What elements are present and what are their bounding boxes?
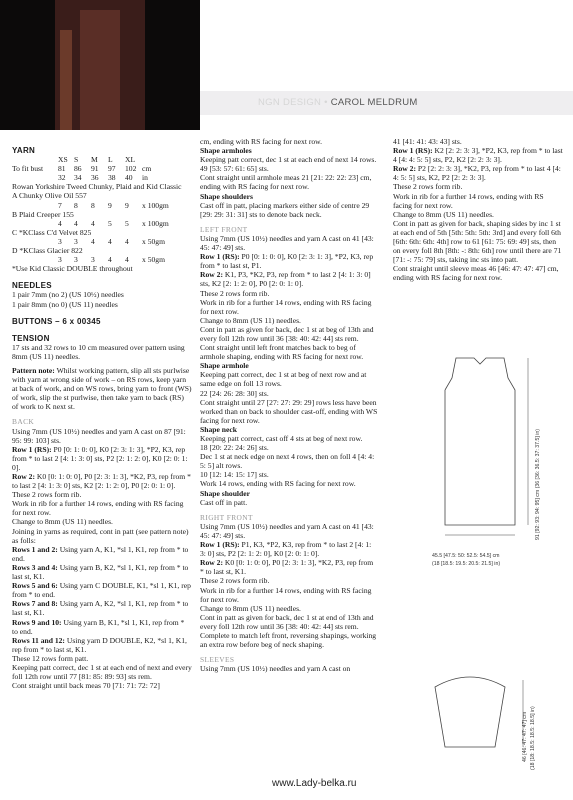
paragraph: Using 7mm (US 10½) needles and yarn A cast on 87 [91: 95: 99: 103] sts.: [12, 426, 186, 445]
table-cell: [12, 255, 58, 264]
instruction-text: Using yarn C DOUBLE, K1, *sl 1, K1, rep from * to end.: [12, 581, 191, 600]
body-height-label: 91 [92: 93: 94: 95] cm (36 [36: 36.5: 37: 37.5] in): [535, 428, 541, 540]
instruction-label: Row 2:: [200, 558, 223, 568]
paragraph: 17 sts and 32 rows to 10 cm measured over pattern using 8mm (US 11) needles.: [12, 342, 185, 361]
sleeve-length-inch-label: (18 [18: 18.5: 18.5: 18.5] in): [530, 706, 536, 770]
pattern-column-2: [200, 137, 378, 673]
pattern-column-3: [393, 137, 563, 283]
instruction-text: P1, K3, *P2, K3, rep from * to last 2 [4: 1: 3: 0] sts, P2 [2: 1: 2: 0], K0 [2: 0: 1: 0].: [200, 540, 372, 559]
yarn-quantity-row: [12, 219, 192, 228]
table-cell: 4: [91, 236, 95, 246]
sleeve-length-label: 46 [46: 47: 47: 47] cm: [522, 711, 528, 762]
paragraph: Work in rib for a further 14 rows, ending with RS facing for next row.: [200, 585, 372, 604]
instruction-line: [12, 545, 192, 563]
paragraph: Using 7mm (US 10½) needles and yarn A cast on: [200, 664, 351, 674]
table-cell: 4: [125, 236, 129, 246]
table-cell: 102: [125, 164, 137, 174]
paragraph: Joining in yarns as required, cont in patt (see pattern note) as folls:: [12, 526, 189, 545]
paragraph: Cont straight until left front matches back to beg of armhole shaping, ending with RS facing for next row.: [200, 343, 364, 362]
designer-credit: [258, 97, 418, 108]
paragraph: Keeping patt correct, dec 1 st at beg of next row and at same edge on foll 13 rows.: [200, 370, 367, 389]
spacer: [12, 326, 192, 331]
paragraph: Using 7mm (US 10½) needles and yarn A cast on 41 [43: 45: 47: 49] sts.: [200, 521, 374, 540]
paragraph: Cont straight until 27 [27: 27: 29: 29] rows less have been worked than on back to shoulder cast-off, ending with WS facing for next row.: [200, 397, 378, 425]
instruction-text: K0 [0: 1: 0: 0], P0 [2: 3: 1: 3], *K2, P3, rep from * to last 2 [4: 1: 3: 0] sts, K2 [2: 1: 2: 0], P0 [2: 0: 1: 0].: [12, 472, 191, 491]
table-cell: 3: [74, 236, 78, 246]
yarn-quantity-row: [12, 201, 192, 210]
paragraph: These 2 rows form rib.: [200, 288, 270, 298]
instruction-line: [12, 581, 192, 599]
paragraph: Cont in patt as given for back, shaping sides by inc 1 st at each end of 5th [5th: 5th: 5th: 3rd] and every foll 6th [6th: 6th: 6th: 4th] row to 61 [61: 75: 69: 49] sts, then on every foll 8th [8th: -: 8th: 6th] row until there are 71 [71: -: 75: 79] sts, taking inc sts into patt.: [393, 218, 562, 265]
table-cell: 81: [58, 164, 66, 174]
instruction-line: [12, 366, 192, 411]
paragraph: Cast off in patt, placing markers either side of centre 29 [29: 29: 31: 31] sts to denote back neck.: [200, 200, 370, 219]
instruction-line: [12, 472, 192, 490]
instruction-text: Whilst working pattern, slip all sts purlwise with yarn at wrong side of work – on RS rows, keep yarn at back of work, and on WS rows, bring yarn to front (WS) of work, slip the st purlwise, then take yarn to back (RS) of work to K next st.: [12, 365, 192, 412]
table-cell: 91: [91, 164, 99, 174]
table-cell: 5: [108, 218, 112, 228]
instruction-text: Using yarn B, K2, *sl 1, K1, rep from * to last st, K1.: [12, 562, 189, 582]
instruction-text: Using yarn B, K1, *sl 1, K1, rep from * to end.: [12, 617, 185, 636]
instruction-line: [12, 618, 192, 636]
instruction-text: Using yarn D DOUBLE, K2, *sl 1, K1, rep from * to last st, K1.: [12, 635, 187, 654]
spacer: [12, 273, 192, 278]
instruction-label: Row 1 (RS):: [393, 146, 433, 156]
instruction-label: Rows 9 and 10:: [12, 617, 62, 627]
table-cell: 32: [58, 173, 66, 183]
subheading: Shape shoulders: [200, 191, 253, 201]
spacer: [12, 309, 192, 314]
paragraph: Change to 8mm (US 11) needles.: [200, 315, 301, 325]
instruction-label: Rows 7 and 8:: [12, 599, 58, 609]
paragraph: D *KClass Glacier 822: [12, 246, 83, 256]
instruction-label: Pattern note:: [12, 365, 55, 375]
instruction-line: [393, 146, 563, 164]
paragraph: These 2 rows form rib.: [12, 490, 82, 500]
section-heading: YARN: [12, 146, 36, 155]
table-cell: 9: [125, 200, 129, 210]
paragraph: 49 [53: 57: 61: 65] sts.: [200, 164, 269, 174]
size-row: [12, 164, 192, 173]
table-cell: 38: [108, 173, 116, 183]
paragraph: Complete to match left front, reversing shapings, working an extra row before beg of neck shaping.: [200, 630, 377, 650]
table-cell: 3: [91, 255, 95, 265]
instruction-line: [12, 636, 192, 654]
yarn-quantity-row: [12, 255, 192, 264]
instruction-label: Row 1 (RS):: [12, 444, 52, 454]
piece-heading: SLEEVES: [200, 655, 235, 665]
table-cell: [12, 155, 58, 164]
table-cell: x 50gm: [142, 236, 165, 246]
paragraph: These 12 rows form patt.: [12, 653, 89, 663]
table-cell: L: [108, 155, 113, 165]
instruction-line: [200, 252, 378, 270]
subheading: Shape neck: [200, 424, 237, 434]
instruction-line: [393, 164, 563, 182]
table-cell: [12, 237, 58, 246]
paragraph: Change to 8mm (US 11) needles.: [200, 603, 301, 613]
piece-heading: LEFT FRONT: [200, 224, 248, 234]
paragraph: Dec 1 st at neck edge on next 4 rows, then on foll 4 [4: 4: 5: 5] alt rows.: [200, 452, 375, 471]
table-cell: x 100gm: [142, 218, 169, 228]
subheading: Shape shoulder: [200, 488, 251, 498]
instruction-text: P2 [2: 2: 3: 3], *K2, P3, rep from * to last 4 [4: 4: 5: 5] sts, K2, P2 [2: 2: 3: 3].: [393, 164, 561, 183]
table-cell: in: [142, 173, 148, 183]
paragraph: Rowan Yorkshire Tweed Chunky, Plaid and Kid Classic: [12, 182, 182, 192]
table-cell: 8: [74, 200, 78, 210]
paragraph: Cont straight until sleeve meas 46 [46: 47: 47: 47] cm, ending with RS facing for next row.: [393, 264, 559, 283]
paragraph: Keeping patt correct, dec 1 st at each end of next and every foll 12th row until 77 [81: 85: 89: 93] sts rem.: [12, 662, 192, 682]
table-cell: XL: [125, 155, 136, 165]
paragraph: Work in rib for a further 14 rows, ending with RS facing for next row.: [200, 297, 372, 316]
paragraph: 22 [24: 26: 28: 30] sts.: [200, 388, 269, 398]
size-row: [12, 155, 192, 164]
instruction-label: Row 2:: [200, 270, 223, 280]
piece-heading: BACK: [12, 417, 35, 427]
table-cell: cm: [142, 164, 152, 174]
table-cell: [12, 219, 58, 228]
body-width-inch-label: (18 [18.5: 19.5: 20.5: 21.5] in): [432, 561, 501, 567]
instruction-label: Rows 5 and 6:: [12, 581, 58, 591]
garment-photo: [0, 0, 200, 130]
instruction-line: [200, 558, 378, 576]
table-cell: To fit bust: [12, 164, 44, 174]
paragraph: C *KClass C'd Velvet 825: [12, 227, 92, 237]
designer-name: CAROL MELDRUM: [330, 97, 418, 108]
paragraph: 41 [41: 41: 43: 43] sts.: [393, 137, 462, 146]
table-cell: 3: [74, 255, 78, 265]
instruction-label: Row 1 (RS):: [200, 540, 240, 550]
instruction-text: K1, P3, *K2, P3, rep from * to last 2 [4: 1: 3: 0] sts, K2 [2: 1: 2: 0], P0 [2: 0: 1: 0].: [200, 270, 371, 289]
table-cell: x 100gm: [142, 200, 169, 210]
paragraph: Work in rib for a further 14 rows, ending with RS facing for next row.: [393, 191, 544, 210]
subheading: Shape armhole: [200, 361, 249, 371]
paragraph: Change to 8mm (US 11) needles.: [393, 209, 494, 219]
table-cell: 4: [91, 218, 95, 228]
body-width-label: 45.5 [47.5: 50: 52.5: 54.5] cm: [432, 553, 500, 559]
sleeve-schematic: [425, 672, 535, 782]
table-cell: 34: [74, 173, 82, 183]
table-cell: [12, 173, 58, 182]
instruction-line: [200, 270, 378, 288]
table-cell: 4: [108, 236, 112, 246]
paragraph: Cast off in patt.: [200, 497, 248, 507]
paragraph: Keeping patt correct, cast off 4 sts at beg of next row.: [200, 434, 363, 443]
table-cell: 86: [74, 164, 82, 174]
instruction-label: Row 2:: [12, 472, 35, 481]
instruction-label: Rows 11 and 12:: [12, 635, 65, 645]
table-cell: 4: [108, 255, 112, 265]
section-heading: TENSION: [12, 333, 50, 343]
instruction-label: Rows 3 and 4:: [12, 562, 58, 572]
table-cell: 97: [108, 164, 116, 174]
pattern-column-1: [12, 143, 192, 690]
instruction-label: Row 2:: [393, 164, 416, 174]
instruction-line: [12, 599, 192, 617]
paragraph: 1 pair 7mm (no 2) (US 10½) needles: [12, 290, 124, 300]
table-cell: 3: [58, 255, 62, 265]
paragraph: Cont in patt as given for back, dec 1 st at end of 13th and every foll 12th row until 36 [38: 40: 42: 44] sts rem.: [200, 612, 374, 631]
body-schematic: [420, 350, 540, 570]
paragraph: 10 [12: 14: 15: 17] sts.: [200, 470, 269, 480]
instruction-text: K2 [2: 2: 3: 3], *P2, K3, rep from * to last 4 [4: 4: 5: 5] sts, P2, K2 [2: 2: 3: 3].: [393, 146, 563, 165]
instruction-line: [200, 540, 378, 558]
paragraph: Cont in patt as given for back, dec 1 st at beg of 13th and every foll 12th row until 36 [38: 40: 42: 44] sts rem.: [200, 324, 374, 343]
paragraph: B Plaid Creeper 155: [12, 209, 74, 219]
paragraph: Cont straight until back meas 70 [71: 71: 72: 72]: [12, 681, 160, 691]
paragraph: These 2 rows form rib.: [393, 182, 463, 192]
instruction-text: P0 [0: 1: 0: 0], K0 [2: 3: 1: 3], *P2, K3, rep from * to last 2 [4: 1: 3: 0] sts, P2 [2: 1: 2: 0], K0 [2: 0: 1: 0].: [12, 444, 188, 472]
footer-url: www.Lady-belka.ru: [272, 778, 357, 789]
paragraph: These 2 rows form rib.: [200, 576, 270, 586]
table-cell: 4: [58, 218, 62, 228]
instruction-label: Rows 1 and 2:: [12, 544, 58, 554]
table-cell: S: [74, 155, 79, 165]
size-row: [12, 173, 192, 182]
paragraph: Using 7mm (US 10½) needles and yarn A cast on 41 [43: 45: 47: 49] sts.: [200, 233, 374, 253]
paragraph: 18 [20: 22: 24: 26] sts.: [200, 443, 269, 453]
table-cell: 5: [125, 218, 129, 228]
table-cell: 3: [58, 236, 62, 246]
paragraph: Change to 8mm (US 11) needles.: [12, 517, 113, 527]
paragraph: 1 pair 8mm (no 0) (US 11) needles: [12, 299, 118, 309]
table-cell: 4: [125, 255, 129, 265]
table-cell: 36: [91, 173, 99, 183]
table-cell: 9: [108, 200, 112, 210]
paragraph: Keeping patt correct, dec 1 st at each end of next 14 rows.: [200, 155, 377, 165]
instruction-text: K0 [0: 1: 0: 0], P0 [2: 3: 1: 3], *K2, P3, rep from * to last st, K1.: [200, 558, 374, 577]
table-cell: 7: [58, 200, 62, 210]
table-cell: 8: [91, 200, 95, 210]
paragraph: Work in rib for a further 14 rows, ending with RS facing for next row.: [12, 499, 184, 518]
instruction-text: P0 [0: 1: 0: 0], K0 [2: 3: 1: 3], *P2, K3, rep from * to last st, P1.: [200, 252, 374, 271]
paragraph: A Chunky Olive Oil 557: [12, 191, 87, 201]
table-cell: x 50gm: [142, 255, 165, 265]
instruction-text: Using yarn A, K2, *sl 1, K1, rep from * to last st, K1.: [12, 599, 189, 618]
paragraph: cm, ending with RS facing for next row.: [200, 137, 323, 146]
paragraph: Work 14 rows, ending with RS facing for next row.: [200, 479, 356, 489]
table-cell: M: [91, 155, 98, 165]
instruction-line: [12, 445, 192, 472]
table-cell: [142, 155, 166, 164]
instruction-text: Using yarn A, K1, *sl 1, K1, rep from * to end.: [12, 544, 189, 563]
section-heading: NEEDLES: [12, 281, 52, 291]
subheading: Shape armholes: [200, 146, 252, 156]
instruction-label: Row 1 (RS):: [200, 252, 240, 262]
table-cell: 4: [74, 218, 78, 228]
table-cell: 40: [125, 173, 133, 183]
yarn-quantity-row: [12, 237, 192, 246]
piece-heading: RIGHT FRONT: [200, 512, 253, 522]
section-heading: BUTTONS – 6 x 00345: [12, 316, 101, 326]
instruction-line: [12, 563, 192, 581]
table-cell: XS: [58, 155, 68, 165]
table-cell: [12, 201, 58, 210]
paragraph: *Use Kid Classic DOUBLE throughout: [12, 264, 133, 274]
paragraph: Cont straight until armhole meas 21 [21: 22: 22: 23] cm, ending with RS facing for next row.: [200, 173, 372, 192]
designer-prefix: NGN DESIGN •: [258, 97, 328, 108]
